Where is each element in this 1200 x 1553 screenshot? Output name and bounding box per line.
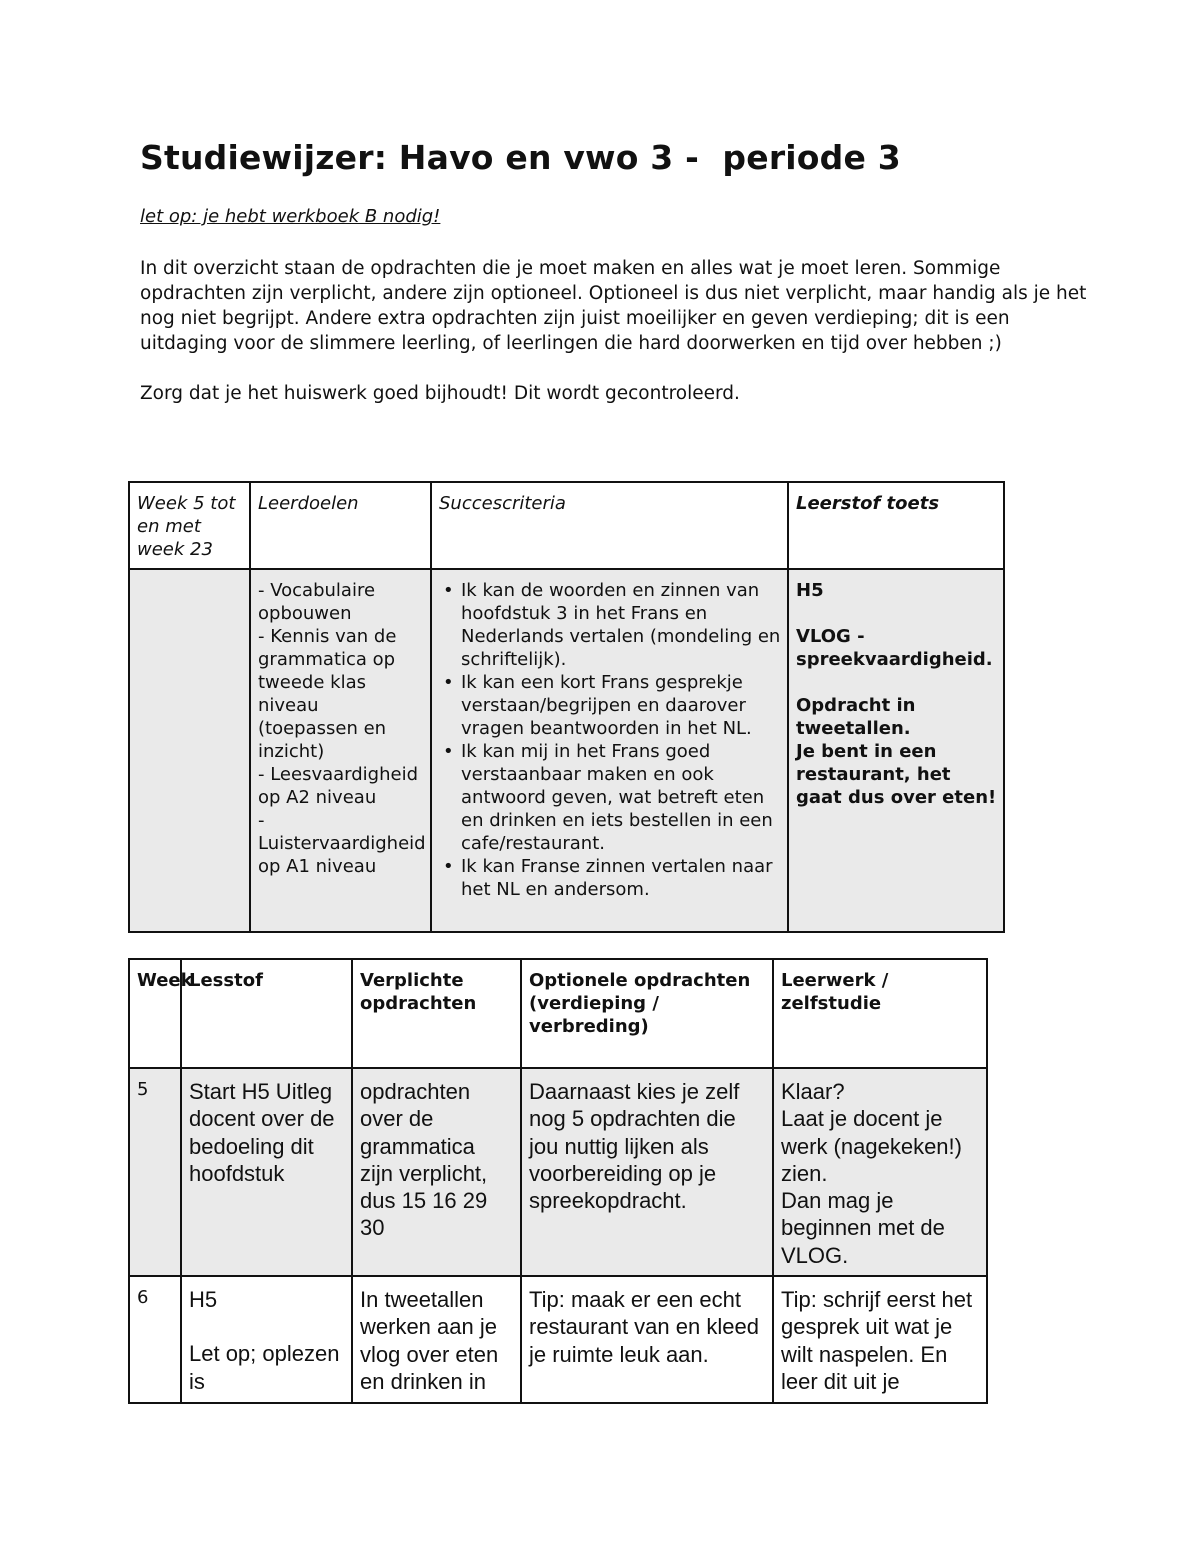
week-number: 5 (129, 1068, 181, 1276)
header-leerdoelen: Leerdoelen (250, 482, 431, 569)
intro-text (140, 256, 1100, 406)
table-row (129, 1276, 987, 1403)
lesstof-cell: Start H5 Uitleg docent over de bedoeling dit hoofdstuk (181, 1068, 352, 1276)
schedule-table (128, 958, 988, 1404)
week-number: 6 (129, 1276, 181, 1403)
werkboek-note: let op: je hebt werkboek B nodig! (140, 206, 441, 227)
leerdoel-item: - Luistervaardigheid op A1 niveau (258, 810, 426, 877)
leerwerk-line: Laat je docent je werk (nagekeken!) zien. (781, 1106, 962, 1186)
criterium-item: • Ik kan Franse zinnen vertalen naar het NL en andersom. (461, 855, 781, 901)
intro-paragraph: In dit overzicht staan de opdrachten die je moet maken en alles wat je moet leren. Sommige opdrachten zijn verplicht, andere zijn optioneel. Optioneel is dus niet verplicht, maar handig als je het nog niet begrijpt. Andere extra opdrachten zijn juist moeilijker en geven verdieping; dit is een uitdaging voor de slimmere leerling, of leerlingen die hard doorwerken en tijd over hebben ;) (140, 258, 1087, 354)
succescriteria-cell (431, 569, 788, 932)
optionele-cell: Daarnaast kies je zelf nog 5 opdrachten die jou nuttig lijken als voorbereiding op je spreekopdracht. (521, 1068, 773, 1276)
criterium-item: • Ik kan mij in het Frans goed verstaanbaar maken en ook antwoord geven, wat betreft eten en drinken en iets bestellen in een cafe/restaurant. (461, 740, 781, 855)
leerwerk-cell (773, 1068, 987, 1276)
header-verplichte: Verplichte opdrachten (352, 959, 521, 1068)
leerstof-chapter: H5 (796, 580, 824, 601)
header-leerwerk: Leerwerk / zelfstudie (773, 959, 987, 1068)
lesstof-line: Let op; oplezen is (189, 1341, 340, 1394)
goals-header-row (129, 482, 1004, 569)
leerwerk-line: Dan mag je beginnen met de VLOG. (781, 1188, 945, 1268)
leerdoel-item: - Leesvaardigheid op A2 niveau (258, 764, 419, 808)
table-row (129, 1068, 987, 1276)
page-title: Studiewijzer: Havo en vwo 3 - periode 3 (140, 138, 901, 177)
header-leerstof: Leerstof toets (788, 482, 1004, 569)
leerstof-assignment: Opdracht in tweetallen. (796, 695, 916, 739)
schedule-header-row (129, 959, 987, 1068)
header-succescriteria: Succescriteria (431, 482, 788, 569)
verplichte-cell: opdrachten over de grammatica zijn verplicht, dus 15 16 29 30 (352, 1068, 521, 1276)
verplichte-cell: In tweetallen werken aan je vlog over eten en drinken in (352, 1276, 521, 1403)
leerstof-cell (788, 569, 1004, 932)
leerdoel-item: - Vocabulaire opbouwen (258, 580, 376, 624)
header-optionele: Optionele opdrachten (verdieping / verbreding) (521, 959, 773, 1068)
header-week-range: Week 5 tot en met week 23 (129, 482, 250, 569)
week-range-cell (129, 569, 250, 932)
leerwerk-cell: Tip: schrijf eerst het gesprek uit wat je wilt naspelen. En leer dit uit je (773, 1276, 987, 1403)
intro-reminder: Zorg dat je het huiswerk goed bijhoudt! Dit wordt gecontroleerd. (140, 383, 740, 404)
header-lesstof: Lesstof (181, 959, 352, 1068)
goals-table (128, 481, 1005, 933)
goals-body-row (129, 569, 1004, 932)
header-week: Week (129, 959, 181, 1068)
lesstof-line: H5 (189, 1287, 218, 1313)
leerstof-scenario: Je bent in een restaurant, het gaat dus over eten! (796, 741, 997, 808)
criterium-item: • Ik kan de woorden en zinnen van hoofdstuk 3 in het Frans en Nederlands vertalen (mondeling en schriftelijk). (461, 579, 781, 671)
optionele-cell: Tip: maak er een echt restaurant van en kleed je ruimte leuk aan. (521, 1276, 773, 1403)
lesstof-cell (181, 1276, 352, 1403)
leerstof-vlog: VLOG - spreekvaardigheid. (796, 626, 993, 670)
leerdoel-item: - Kennis van de grammatica op tweede klas niveau (toepassen en inzicht) (258, 626, 397, 762)
criterium-item: • Ik kan een kort Frans gesprekje verstaan/begrijpen en daarover vragen beantwoorden in het NL. (461, 671, 781, 740)
leerwerk-line: Klaar? (781, 1079, 845, 1104)
leerdoelen-cell (250, 569, 431, 932)
